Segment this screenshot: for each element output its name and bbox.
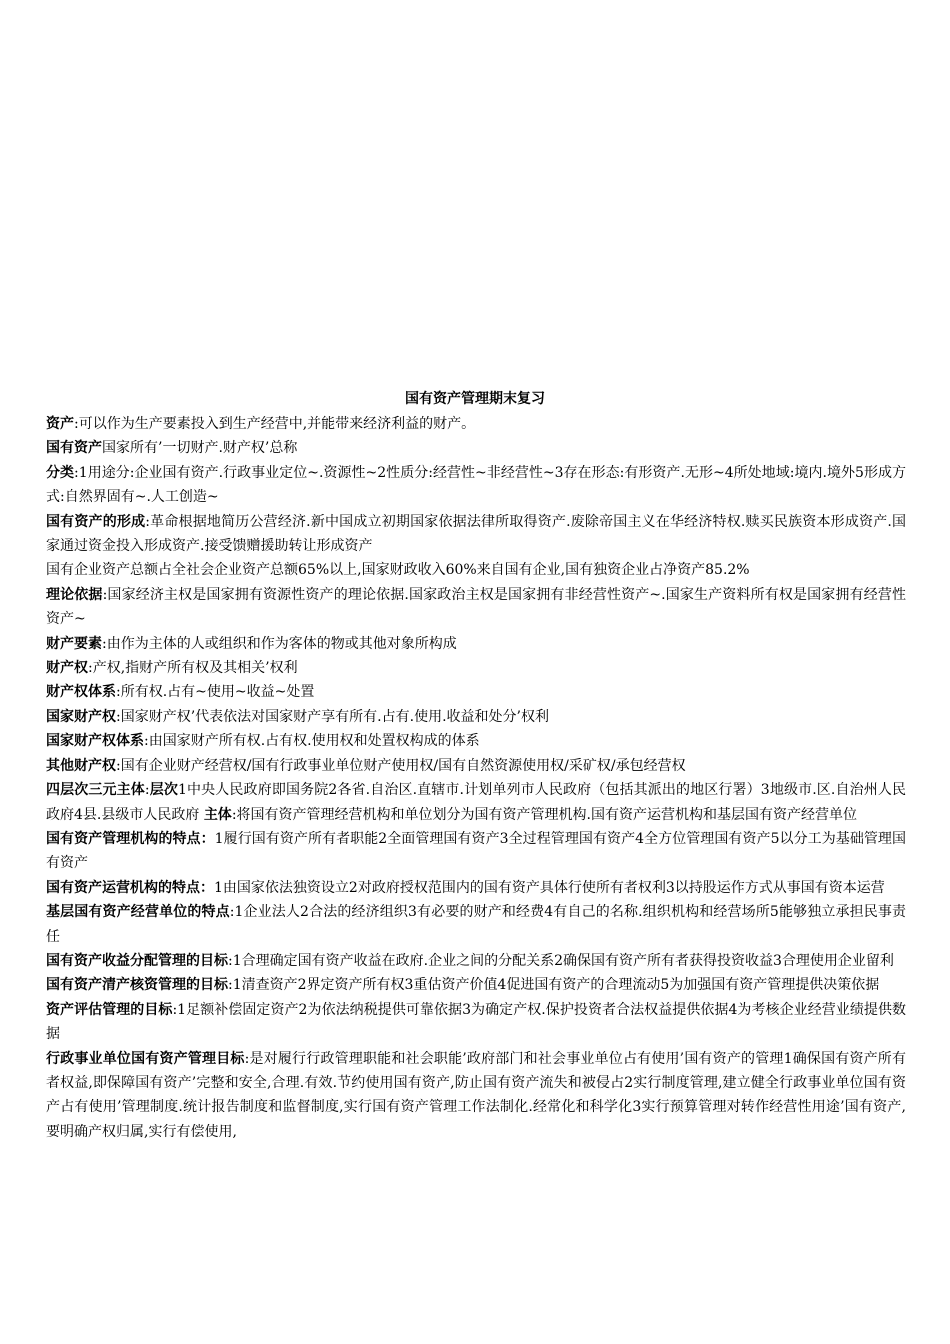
paragraph <box>46 754 906 778</box>
paragraph <box>46 656 906 680</box>
term-heading: 国有资产 <box>46 440 102 457</box>
paragraph-text: : <box>144 782 150 799</box>
paragraph <box>46 778 906 827</box>
paragraph-text: 国家所有’一切财产.财产权’总称 <box>102 440 298 457</box>
paragraph-text: :1足额补偿固定资产2为依法纳税提供可靠依据3为确定产权.保护投资者合法权益提供依据4为考核企业经营业绩提供数据 <box>46 1001 906 1043</box>
term-heading: 国有资产运营机构的特点： <box>46 879 214 896</box>
term-heading: 层次 <box>149 782 179 799</box>
term-heading: 国有资产清产核资管理的目标 <box>46 977 228 994</box>
paragraph <box>46 827 906 876</box>
paragraph <box>46 680 906 704</box>
paragraph <box>46 705 906 729</box>
paragraph-text: :1清查资产2界定资产所有权3重估资产价值4促进国有资产的合理流动5为加强国有资产管理提供决策依据 <box>228 977 880 994</box>
paragraph <box>46 510 906 559</box>
term-heading: 主体 <box>203 806 232 823</box>
paragraph <box>46 436 906 460</box>
term-heading: 分类 <box>46 464 75 481</box>
paragraph-text: :国家经济主权是国家拥有资源性资产的理论依据.国家政治主权是国家拥有非经营性资产~.国家生产资料所有权是国家拥有经营性资产~ <box>46 586 906 628</box>
paragraph-text: :所有权.占有~使用~收益~处置 <box>116 684 315 701</box>
paragraph-text: 国有企业资产总额占全社会企业资产总额65%以上,国家财政收入60%来自国有企业,国有独资企业占净资产85.2% <box>46 562 750 579</box>
paragraph-text: :由国家财产所有权.占有权.使用权和处置权构成的体系 <box>144 733 480 750</box>
term-heading: 财产权 <box>46 660 88 677</box>
term-heading: 理论依据 <box>46 586 103 603</box>
paragraph <box>46 949 906 973</box>
term-heading: 国家财产权体系 <box>46 733 144 750</box>
paragraph-text: 1履行国有资产所有者职能2全面管理国有资产3全过程管理国有资产4全方位管理国有资产5以分工为基础管理国有资产 <box>46 830 906 872</box>
paragraph-text: :国家财产权’代表依法对国家财产享有所有.占有.使用.收益和处分’权利 <box>116 708 549 725</box>
term-heading: 资产评估管理的目标 <box>46 1001 173 1018</box>
paragraph-text: :是对履行行政管理职能和社会职能’政府部门和社会事业单位占有使用’国有资产的管理1确保国有资产所有者权益,即保障国有资产’完整和安全,合理.有效.节约使用国有资产,防止国有资产流失和被侵占2实行制度管理,建立健全行政事业单位国有资产占有使用’管理制度.统计报告制度和监督制度,实行国有资产管理工作法制化.经常化和科学化3实行预算管理对转作经营性用途’国有资产,要明确产权归属,实行有偿使用, <box>46 1050 906 1140</box>
term-heading: 其他财产权 <box>46 757 116 774</box>
paragraph-text: :国有企业财产经营权/国有行政事业单位财产使用权/国有自然资源使用权/采矿权/承包经营权 <box>116 757 686 774</box>
paragraph <box>46 900 906 949</box>
paragraph-text: :革命根据地简历公营经济.新中国成立初期国家依据法律所取得资产.废除帝国主义在华经济特权.赎买民族资本形成资产.国家通过资金投入形成资产.接受馈赠援助转让形成资产 <box>46 513 907 555</box>
paragraph <box>46 632 906 656</box>
paragraph-text: :1用途分:企业国有资产.行政事业定位~.资源性~2性质分:经营性~非经营性~3存在形态:有形资产.无形~4所处地域:境内.境外5形成方式:自然界固有~.人工创造~ <box>46 464 906 506</box>
paragraph-text: :将国有资产管理经营机构和单位划分为国有资产管理机构.国有资产运营机构和基层国有资产经营单位 <box>231 806 857 823</box>
paragraph-text: :由作为主体的人或组织和作为客体的物或其他对象所构成 <box>102 635 457 652</box>
paragraph <box>46 876 906 900</box>
paragraph-text: :1企业法人2合法的经济组织3有必要的财产和经费4有自己的名称.组织机构和经营场所5能够独立承担民事责任 <box>46 904 907 945</box>
term-heading: 财产要素 <box>46 635 102 652</box>
paragraph <box>46 1047 906 1145</box>
paragraph-text: 1中央人民政府即国务院2各省.自治区.直辖市.计划单列市人民政府（包括其派出的地区行署）3地级市.区.自治州人民政府4县.县级市人民政府 <box>46 782 907 823</box>
term-heading: 国有资产收益分配管理的目标 <box>46 952 228 969</box>
term-heading: 国家财产权 <box>46 708 116 725</box>
term-heading: 国有资产的形成 <box>46 513 146 530</box>
term-heading: 基层国有资产经营单位的特点 <box>46 904 230 921</box>
term-heading: 国有资产管理机构的特点： <box>46 830 215 847</box>
term-heading: 资产 <box>46 416 74 432</box>
document-title: 国有资产管理期末复习 <box>405 391 545 407</box>
paragraph <box>46 558 906 582</box>
paragraph <box>46 412 906 436</box>
paragraph <box>46 583 906 632</box>
paragraph <box>46 973 906 997</box>
paragraph-text: :可以作为生产要素投入到生产经营中,并能带来经济利益的财产。 <box>74 416 476 432</box>
paragraph-text: :1合理确定国有资产收益在政府.企业之间的分配关系2确保国有资产所有者获得投资收益3合理使用企业留利 <box>228 952 894 969</box>
paragraph <box>46 998 906 1047</box>
paragraph <box>46 461 906 510</box>
paragraph-text: 1由国家依法独资设立2对政府授权范围内的国有资产具体行使所有者权利3以持股运作方式从事国有资本运营 <box>214 879 885 896</box>
paragraph-text: :产权,指财产所有权及其相关’权利 <box>88 660 298 677</box>
term-heading: 财产权体系 <box>46 684 116 701</box>
term-heading: 行政事业单位国有资产管理目标 <box>46 1050 245 1067</box>
term-heading: 四层次三元主体 <box>46 782 145 799</box>
paragraph <box>46 729 906 753</box>
document-body <box>46 412 906 1144</box>
